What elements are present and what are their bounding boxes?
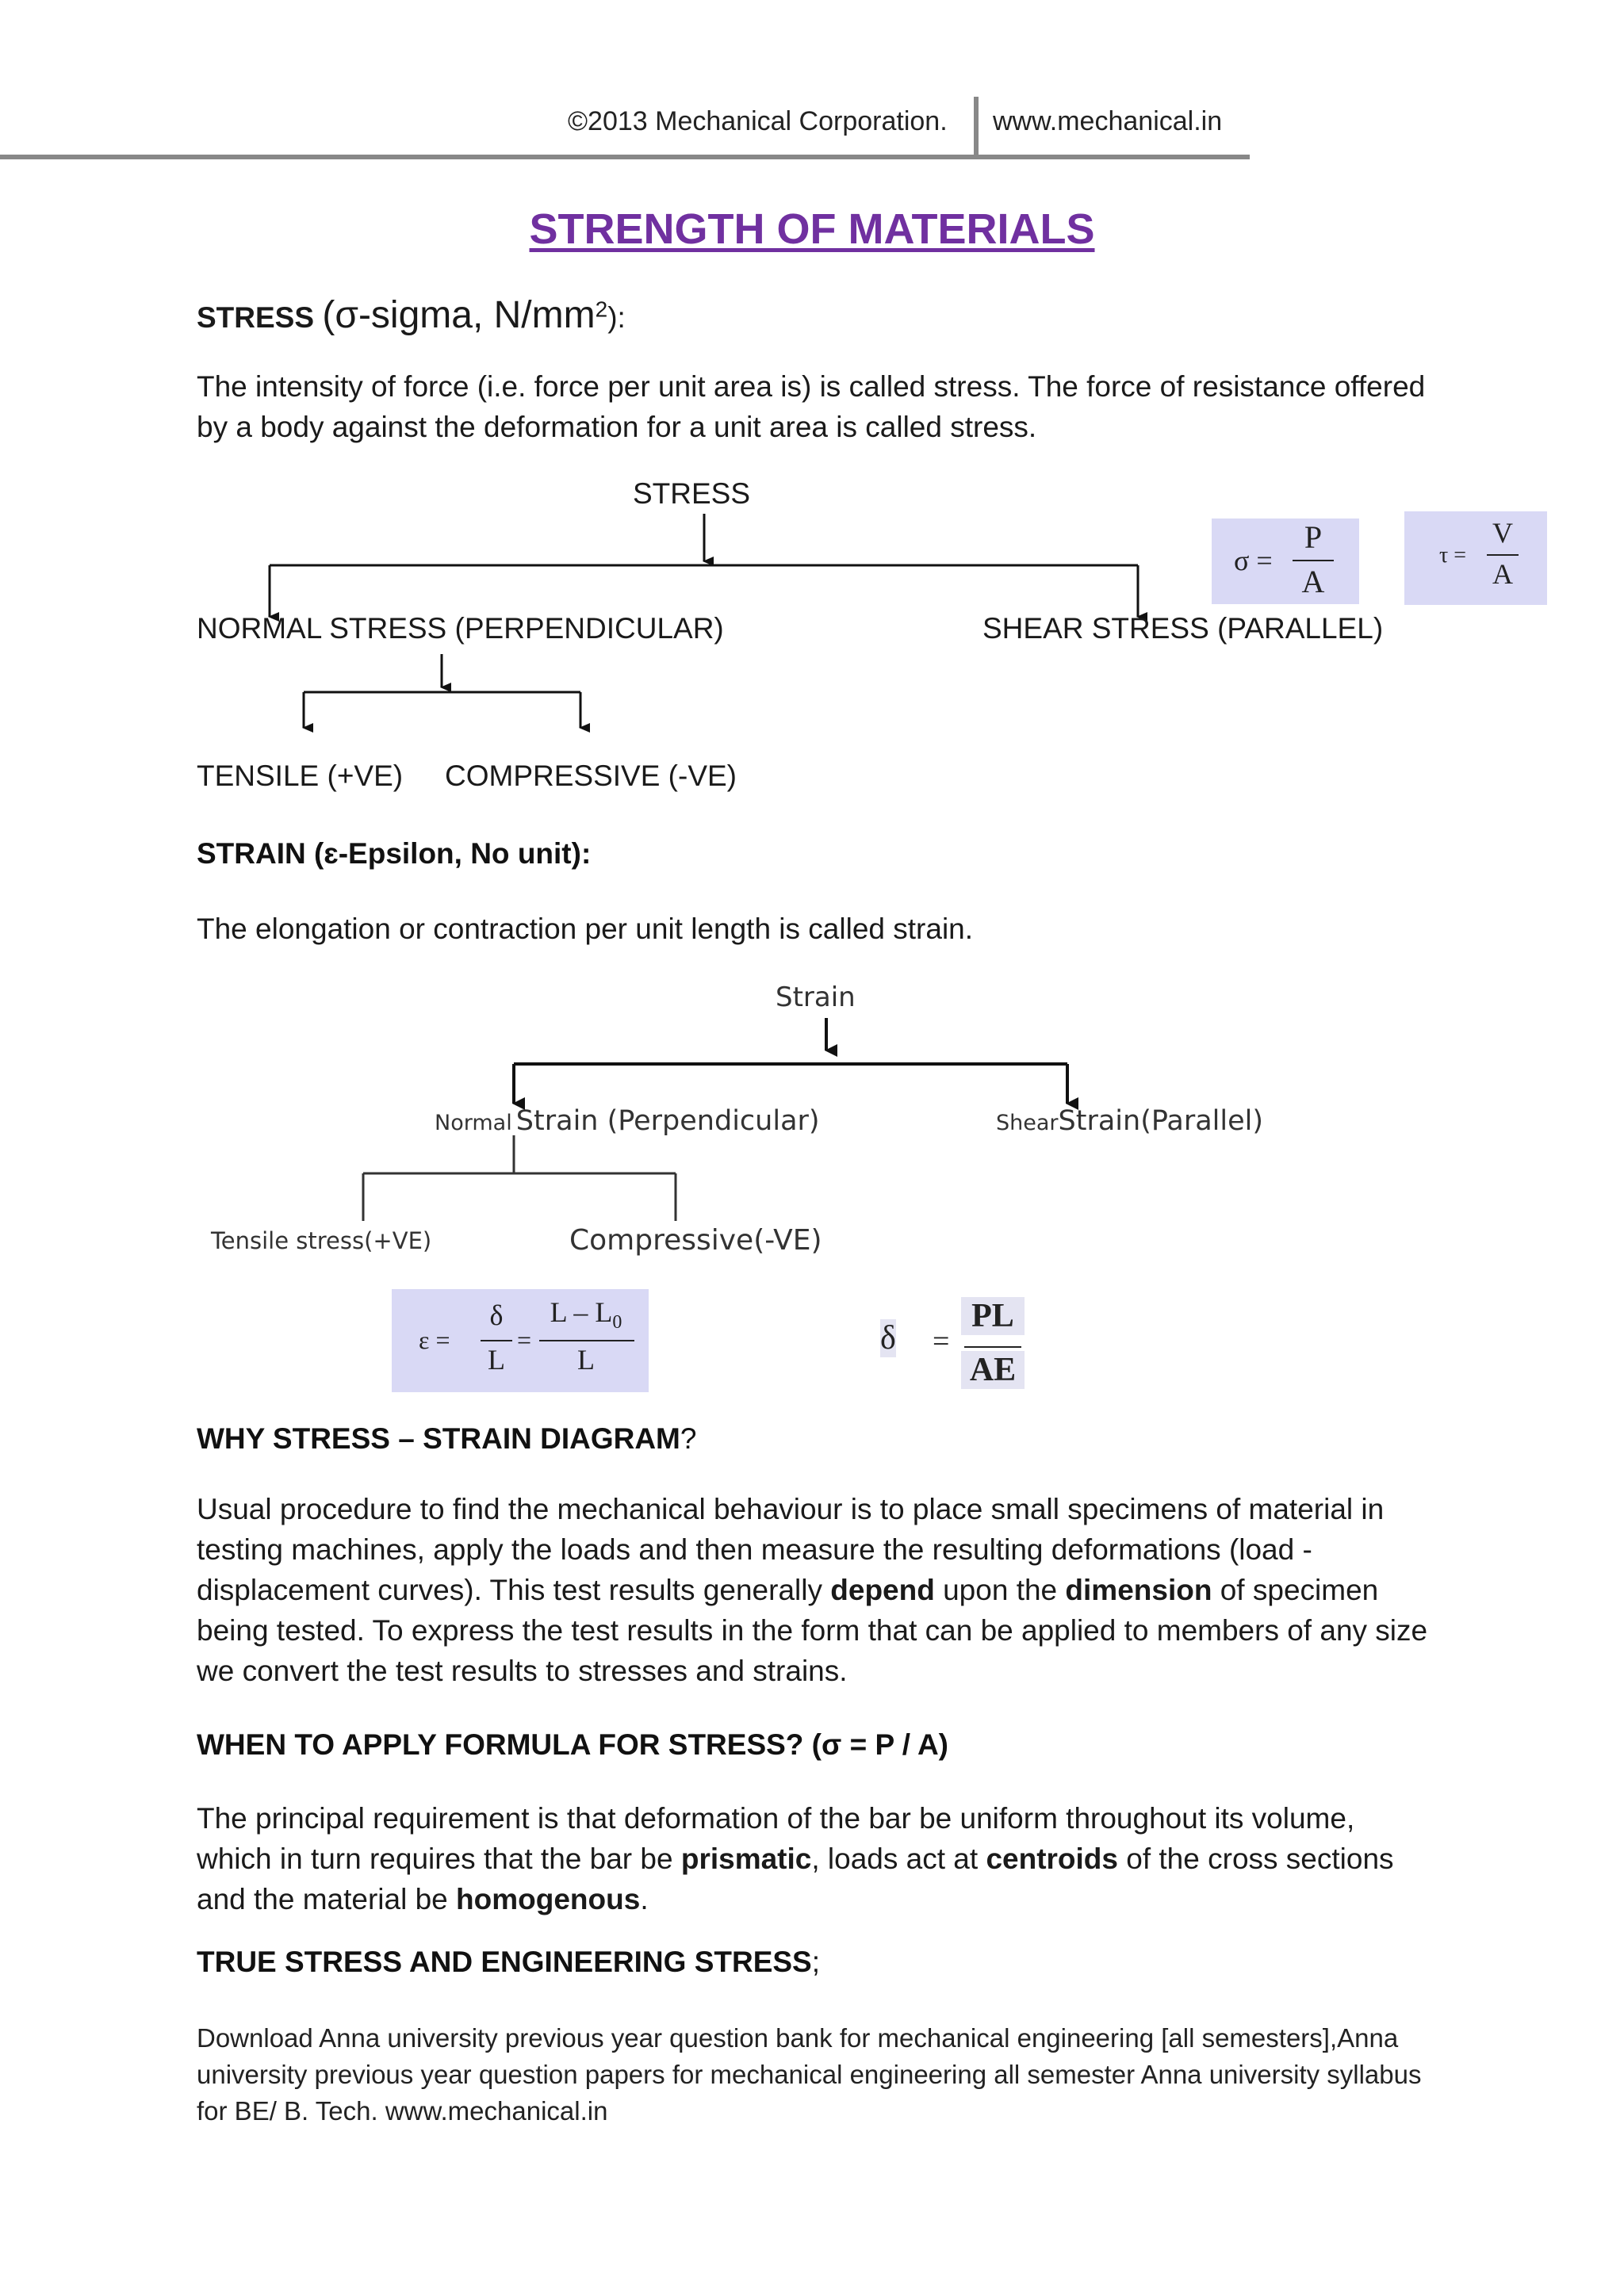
why-paragraph-part3: of specimen being tested. To express the test results in the form that can be applied to members of any size we convert the test results to stresses and strains. (197, 1574, 1428, 1687)
stress-heading-tail: ): (607, 301, 626, 334)
stress-paragraph: The intensity of force (i.e. force per unit area is) is called stress. The force of resistance offered by a body against the deformation for a unit area is called stress. (197, 370, 1426, 443)
formula-sigma-num: P (1304, 519, 1323, 555)
true-stress-heading (197, 1946, 820, 1979)
stress-diagram-root: STRESS (633, 477, 751, 510)
when-heading: WHEN TO APPLY FORMULA FOR STRESS? (σ = P / A) (197, 1728, 948, 1761)
formula-delta-eq: = (933, 1325, 950, 1358)
formula-epsilon-lhs: ε = (419, 1326, 450, 1354)
true-stress-heading-tail: ; (811, 1946, 821, 1978)
footer-note: Download Anna university previous year question bank for mechanical engineering [all semesters],Anna university previous year question papers for mechanical engineering all semester Anna university syllabus for BE/ B. Tech. www.mechanical.in (197, 2023, 1422, 2126)
when-paragraph-part2: , loads act at (811, 1843, 986, 1875)
when-paragraph-bold1: prismatic (680, 1843, 812, 1875)
formula-tau-num: V (1492, 517, 1513, 549)
strain-diagram-tensile: Tensile stress(+VE) (211, 1227, 432, 1254)
formula-tau-lhs: τ = (1439, 543, 1467, 568)
formula-sigma-den: A (1301, 564, 1325, 599)
strain-diagram-shear (996, 1105, 1263, 1137)
stress-heading-symbol: (σ-sigma, N/mm (322, 294, 596, 336)
stress-diagram-compressive: COMPRESSIVE (-VE) (445, 760, 737, 792)
when-paragraph-bold3: homogenous (456, 1883, 641, 1915)
formula-epsilon-frac2-bar (539, 1340, 634, 1341)
strain-diagram-normal-small: Normal (435, 1111, 512, 1135)
stress-diagram-tensile: TENSILE (+VE) (197, 760, 404, 792)
strain-heading: STRAIN (ɛ-Epsilon, No unit): (197, 837, 592, 870)
when-paragraph-part4: . (640, 1883, 649, 1915)
formula-epsilon-box (392, 1289, 649, 1392)
why-heading-label: WHY STRESS – STRAIN DIAGRAM (197, 1422, 680, 1455)
strain-diagram-shear-small: Shear (996, 1111, 1059, 1135)
why-heading (197, 1422, 696, 1456)
strain-paragraph: The elongation or contraction per unit length is called strain. (197, 913, 974, 945)
true-stress-heading-label: TRUE STRESS AND ENGINEERING STRESS (197, 1946, 812, 1978)
stress-heading-label: STRESS (197, 301, 315, 334)
formula-epsilon-frac1-num: δ (489, 1299, 504, 1331)
why-paragraph-bold1: depend (830, 1574, 935, 1606)
formula-delta-bar (964, 1346, 1021, 1348)
why-heading-tail: ? (680, 1422, 697, 1455)
formula-sigma-lhs: σ = (1234, 545, 1273, 576)
strain-diagram-normal-large: Strain (Perpendicular) (515, 1105, 820, 1137)
page-title: STRENGTH OF MATERIALS (529, 205, 1095, 253)
formula-epsilon-frac1-bar (481, 1340, 512, 1341)
strain-diagram-normal (435, 1105, 820, 1137)
formula-epsilon-frac1-den: L (488, 1344, 505, 1376)
stress-heading-sup: 2 (595, 297, 608, 322)
header-website[interactable]: www.mechanical.in (993, 106, 1223, 136)
why-paragraph-part1: Usual procedure to find the mechanical behaviour is to place small specimens of material in testing machines, apply the loads and then measure the resulting deformations (load - displacement curves). This test results generally (197, 1493, 1385, 1606)
formula-epsilon-eq: = (517, 1326, 532, 1354)
why-paragraph-bold2: dimension (1065, 1574, 1212, 1606)
formula-delta-lhs: δ (880, 1320, 896, 1357)
formula-tau-den: A (1492, 558, 1513, 590)
formula-delta-den: AE (961, 1351, 1025, 1389)
when-paragraph-bold2: centroids (986, 1843, 1118, 1875)
formula-epsilon-frac2-den: L (577, 1344, 595, 1376)
formula-epsilon-frac2-num-sub: 0 (612, 1312, 622, 1334)
formula-epsilon-frac2-num-main: L – L (550, 1296, 613, 1328)
when-paragraph (197, 1798, 1434, 1919)
when-paragraph-part3: of the cross sections and the material be (197, 1843, 1394, 1915)
why-paragraph-part2: upon the (934, 1574, 1066, 1606)
why-paragraph (197, 1489, 1434, 1691)
stress-diagram-normal: NORMAL STRESS (PERPENDICULAR) (197, 612, 724, 645)
strain-diagram-compressive: Compressive(-VE) (569, 1224, 822, 1257)
when-paragraph-part1: The principal requirement is that deformation of the bar be uniform throughout its volume, which in turn requires that the bar be (197, 1802, 1355, 1875)
strain-diagram-shear-large: Strain(Parallel) (1058, 1105, 1264, 1137)
formula-epsilon-frac2-num (534, 1295, 638, 1334)
header-copyright: ©2013 Mechanical Corporation. (568, 106, 948, 136)
strain-diagram-root: Strain (776, 982, 856, 1013)
formula-delta-num: PL (961, 1297, 1025, 1335)
stress-diagram-shear: SHEAR STRESS (PARALLEL) (982, 612, 1384, 645)
